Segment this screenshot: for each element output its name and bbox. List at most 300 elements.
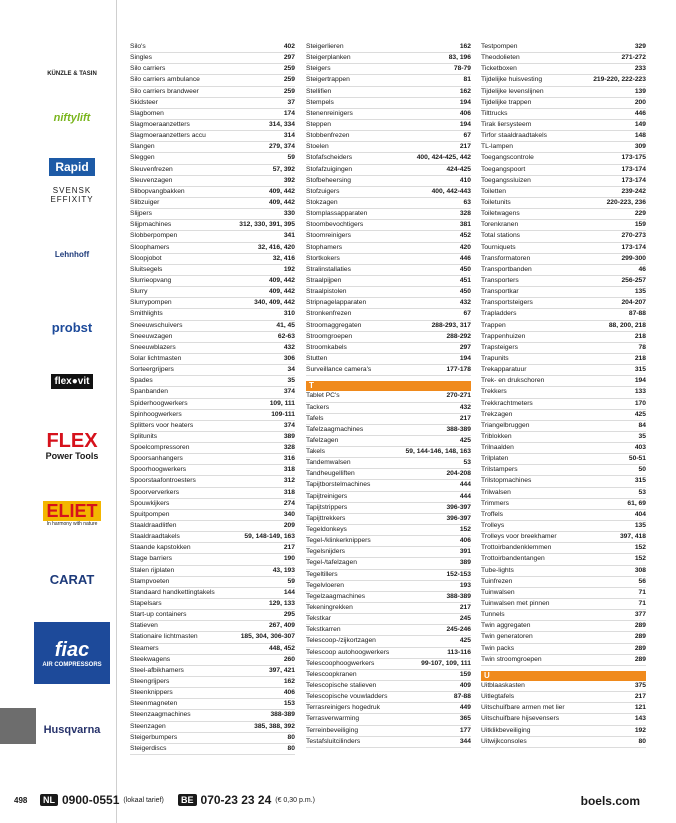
index-row bbox=[306, 525, 471, 536]
index-page-ref: 425 bbox=[459, 637, 471, 645]
index-row bbox=[130, 566, 295, 577]
index-term: Stortkokers bbox=[306, 254, 340, 262]
index-page-ref: 308 bbox=[634, 566, 646, 574]
index-row bbox=[130, 220, 295, 231]
index-row bbox=[306, 165, 471, 176]
index-row bbox=[481, 343, 646, 354]
index-term: Steigerbumpers bbox=[130, 733, 178, 741]
index-term: Slagmoeraanzetters bbox=[130, 120, 190, 128]
index-page-ref: 152 bbox=[634, 555, 646, 563]
index-term: Slagbomen bbox=[130, 109, 164, 117]
index-page-ref: 149 bbox=[634, 120, 646, 128]
index-term: Trekkrachtmeters bbox=[481, 399, 533, 407]
index-term: Spoorsanhangers bbox=[130, 455, 183, 463]
index-term: Statieven bbox=[130, 622, 158, 630]
page-number: 498 bbox=[14, 796, 28, 805]
index-term: Slibopvangbakken bbox=[130, 187, 185, 195]
index-term: Tapijttrekkers bbox=[306, 514, 346, 522]
index-page-ref: 139 bbox=[634, 87, 646, 95]
index-page-ref: 87-88 bbox=[453, 693, 471, 701]
index-term: Transformatoren bbox=[481, 254, 531, 262]
index-term: Uitlegtafels bbox=[481, 693, 515, 701]
index-page-ref: 448, 452 bbox=[268, 644, 295, 652]
index-page-ref: 451 bbox=[459, 276, 471, 284]
index-page-ref: 274 bbox=[283, 499, 295, 507]
index-page-ref: 259 bbox=[283, 65, 295, 73]
index-page-ref: 63 bbox=[463, 198, 471, 206]
index-term: Telescopische stalieven bbox=[306, 682, 377, 690]
index-row bbox=[481, 321, 646, 332]
index-term: Slurrieopvang bbox=[130, 276, 172, 284]
index-row bbox=[306, 480, 471, 491]
index-page-ref: 315 bbox=[634, 477, 646, 485]
index-page-ref: 87-88 bbox=[628, 310, 646, 318]
index-row bbox=[481, 165, 646, 176]
index-row bbox=[481, 220, 646, 231]
index-term: Stempels bbox=[306, 98, 334, 106]
index-page-ref: 53 bbox=[638, 488, 646, 496]
index-row bbox=[130, 532, 295, 543]
index-page-ref: 78-79 bbox=[453, 65, 471, 73]
index-term: Tilttrucks bbox=[481, 109, 508, 117]
index-term: Stapelsars bbox=[130, 600, 162, 608]
index-page-ref: 403 bbox=[634, 444, 646, 452]
index-page-ref: 35 bbox=[638, 432, 646, 440]
index-page-ref: 409, 442 bbox=[268, 288, 295, 296]
index-row bbox=[130, 276, 295, 287]
index-page-ref: 397, 418 bbox=[619, 533, 646, 541]
index-page-ref: 67 bbox=[463, 310, 471, 318]
index-row bbox=[130, 75, 295, 86]
index-page-ref: 374 bbox=[283, 421, 295, 429]
index-row bbox=[481, 42, 646, 53]
index-row bbox=[306, 142, 471, 153]
index-row bbox=[481, 198, 646, 209]
index-row bbox=[306, 681, 471, 692]
index-row bbox=[130, 153, 295, 164]
index-term: Silo carriers ambulance bbox=[130, 76, 200, 84]
index-term: Tegelvloeren bbox=[306, 581, 344, 589]
index-term: Stofbeheersing bbox=[306, 176, 351, 184]
index-page-ref: 444 bbox=[459, 492, 471, 500]
index-page-ref: 289 bbox=[634, 633, 646, 641]
index-page-ref: 50 bbox=[638, 466, 646, 474]
index-row bbox=[481, 153, 646, 164]
index-row bbox=[306, 436, 471, 447]
index-row bbox=[481, 276, 646, 287]
index-page-ref: 80 bbox=[638, 737, 646, 745]
index-term: Slobberpompen bbox=[130, 232, 178, 240]
index-page-ref: 61, 69 bbox=[627, 499, 646, 507]
index-term: Stenenreinigers bbox=[306, 109, 353, 117]
index-page-ref: 425 bbox=[634, 410, 646, 418]
index-page-ref: 289 bbox=[634, 622, 646, 630]
index-column-2 bbox=[306, 42, 471, 748]
index-row bbox=[130, 710, 295, 721]
index-page-ref: 233 bbox=[634, 65, 646, 73]
index-row bbox=[481, 532, 646, 543]
index-term: Singles bbox=[130, 54, 152, 62]
index-page-ref: 340, 409, 442 bbox=[254, 299, 295, 307]
index-row bbox=[481, 599, 646, 610]
index-page-ref: 245-246 bbox=[446, 626, 471, 634]
index-row bbox=[130, 53, 295, 64]
index-page-ref: 121 bbox=[634, 704, 646, 712]
index-page-ref: 35 bbox=[287, 377, 295, 385]
index-row bbox=[481, 655, 646, 666]
index-page-ref: 389 bbox=[283, 432, 295, 440]
index-row bbox=[481, 681, 646, 692]
index-page-ref: 377 bbox=[634, 611, 646, 619]
index-page-ref: 315 bbox=[634, 366, 646, 374]
index-term: Steigerplanken bbox=[306, 54, 351, 62]
index-row bbox=[306, 391, 471, 402]
index-term: Stroomaggregaten bbox=[306, 321, 362, 329]
index-row bbox=[481, 588, 646, 599]
index-row bbox=[306, 265, 471, 276]
index-term: Sneeuwzagen bbox=[130, 332, 173, 340]
index-term: Tapijtborstelmachines bbox=[306, 481, 371, 489]
index-row bbox=[306, 425, 471, 436]
nl-contact bbox=[40, 793, 164, 807]
index-page-ref: 84 bbox=[638, 421, 646, 429]
index-row bbox=[481, 309, 646, 320]
section-header-t: T bbox=[306, 381, 471, 391]
index-row bbox=[481, 332, 646, 343]
index-term: Steigerlieren bbox=[306, 43, 344, 50]
index-row bbox=[481, 287, 646, 298]
index-page-ref: 409, 442 bbox=[268, 187, 295, 195]
index-term: Spoorstaafontroesters bbox=[130, 477, 196, 485]
index-term: Tackers bbox=[306, 403, 330, 411]
index-row bbox=[306, 198, 471, 209]
index-term: Stronkenfrezen bbox=[306, 310, 352, 318]
index-row bbox=[130, 198, 295, 209]
index-term: Terrasverwarming bbox=[306, 715, 360, 723]
index-row bbox=[306, 692, 471, 703]
index-page-ref: 192 bbox=[634, 726, 646, 734]
index-page-ref: 288-292 bbox=[446, 332, 471, 340]
index-row bbox=[481, 737, 646, 748]
index-page-ref: 143 bbox=[634, 715, 646, 723]
index-row bbox=[306, 592, 471, 603]
index-term: Steigertrappen bbox=[306, 76, 350, 84]
index-page-ref: 133 bbox=[634, 388, 646, 396]
index-page-ref: 177 bbox=[459, 726, 471, 734]
index-page-ref: 109, 111 bbox=[269, 399, 295, 407]
index-page-ref: 170 bbox=[634, 399, 646, 407]
flex-logo: FLEX Power Tools bbox=[45, 430, 99, 461]
index-row bbox=[481, 120, 646, 131]
index-row bbox=[481, 142, 646, 153]
index-page-ref: 256-257 bbox=[621, 276, 646, 284]
index-row bbox=[306, 298, 471, 309]
index-row bbox=[481, 376, 646, 387]
index-page-ref: 194 bbox=[459, 98, 471, 106]
index-row bbox=[481, 465, 646, 476]
index-page-ref: 446 bbox=[459, 254, 471, 262]
index-row bbox=[481, 521, 646, 532]
index-term: Stroomgroepen bbox=[306, 332, 353, 340]
index-term: Stutten bbox=[306, 354, 328, 362]
index-page-ref: 217 bbox=[459, 414, 471, 422]
index-page-ref: 402 bbox=[283, 43, 295, 50]
index-row bbox=[481, 577, 646, 588]
index-term: Tirfor staaldraadtakels bbox=[481, 132, 547, 140]
index-row bbox=[130, 109, 295, 120]
index-page-ref: 381 bbox=[459, 221, 471, 229]
index-term: Takels bbox=[306, 448, 325, 456]
index-page-ref: 217 bbox=[634, 693, 646, 701]
index-term: Slijpmachines bbox=[130, 221, 172, 229]
index-page-ref: 209 bbox=[283, 522, 295, 530]
index-term: Tapijtstrippers bbox=[306, 503, 348, 511]
index-page-ref: 396-397 bbox=[446, 503, 471, 511]
index-page-ref: 173-174 bbox=[621, 243, 646, 251]
index-row bbox=[306, 120, 471, 131]
index-term: Steel-afbikhamers bbox=[130, 666, 184, 674]
index-page-ref: 217 bbox=[283, 544, 295, 552]
index-page-ref: 32, 416, 420 bbox=[257, 243, 295, 251]
index-term: Sloopjobot bbox=[130, 254, 162, 262]
index-row bbox=[306, 42, 471, 53]
index-term: Toiletten bbox=[481, 187, 506, 195]
index-term: Telescoop-/zijkortzagen bbox=[306, 637, 376, 645]
index-row bbox=[306, 254, 471, 265]
index-term: Surveillance camera's bbox=[306, 366, 372, 374]
index-row bbox=[481, 443, 646, 454]
index-term: Stoombevochtigers bbox=[306, 221, 364, 229]
sidebar-tab-marker bbox=[0, 708, 36, 744]
index-page-ref: 80 bbox=[287, 744, 295, 752]
index-row bbox=[130, 254, 295, 265]
index-term: Tuinfrezen bbox=[481, 577, 513, 585]
index-row bbox=[306, 75, 471, 86]
index-term: Staaldraadlitfen bbox=[130, 522, 177, 530]
index-row bbox=[130, 677, 295, 688]
index-page-ref: 406 bbox=[459, 109, 471, 117]
index-term: Trekapparatuur bbox=[481, 366, 527, 374]
index-term: Trottoirbandentangen bbox=[481, 555, 545, 563]
index-row bbox=[306, 231, 471, 242]
index-term: Steppen bbox=[306, 120, 331, 128]
index-page-ref: 80 bbox=[287, 733, 295, 741]
index-page-ref: 162 bbox=[459, 87, 471, 95]
index-page-ref: 432 bbox=[459, 299, 471, 307]
index-term: Standaard handkettingtakels bbox=[130, 588, 215, 596]
index-page-ref: 446 bbox=[634, 109, 646, 117]
index-page-ref: 450 bbox=[459, 288, 471, 296]
index-page-ref: 295 bbox=[283, 611, 295, 619]
index-term: Stage barriers bbox=[130, 555, 173, 563]
index-term: Tirak liersysteem bbox=[481, 120, 532, 128]
index-term: Stoelen bbox=[306, 143, 329, 151]
index-page-ref: 193 bbox=[459, 581, 471, 589]
index-page-ref: 129, 133 bbox=[268, 600, 295, 608]
index-row bbox=[481, 131, 646, 142]
index-row bbox=[481, 499, 646, 510]
index-page-ref: 192 bbox=[283, 265, 295, 273]
index-row bbox=[130, 231, 295, 242]
index-page-ref: 56 bbox=[638, 577, 646, 585]
index-row bbox=[306, 558, 471, 569]
index-term: Steigerdiscs bbox=[130, 744, 167, 752]
index-page-ref: 88, 200, 218 bbox=[608, 321, 646, 329]
index-term: Slijpers bbox=[130, 210, 152, 218]
niftylift-logo: niftylift bbox=[53, 112, 91, 124]
index-page-ref: 406 bbox=[459, 537, 471, 545]
index-term: Total stations bbox=[481, 232, 521, 240]
index-term: Sneeuwblazers bbox=[130, 343, 176, 351]
index-row bbox=[306, 703, 471, 714]
index-page-ref: 397, 421 bbox=[268, 666, 295, 674]
index-term: Steigers bbox=[306, 65, 331, 73]
index-term: Steenzaagmachines bbox=[130, 711, 191, 719]
index-term: Toegangssluizen bbox=[481, 176, 531, 184]
index-page-ref: 162 bbox=[283, 678, 295, 686]
index-row bbox=[130, 666, 295, 677]
index-page-ref: 450 bbox=[459, 265, 471, 273]
index-term: Telescopische vouwladders bbox=[306, 693, 388, 701]
index-row bbox=[481, 476, 646, 487]
index-term: Twin packs bbox=[481, 644, 515, 652]
index-row bbox=[130, 510, 295, 521]
index-row bbox=[130, 142, 295, 153]
index-page-ref: 190 bbox=[283, 555, 295, 563]
index-page-ref: 340 bbox=[283, 510, 295, 518]
index-page-ref: 409 bbox=[459, 682, 471, 690]
index-term: Uitklikbeveiliging bbox=[481, 726, 531, 734]
index-term: Trekzagen bbox=[481, 410, 513, 418]
index-term: Stofafscheiders bbox=[306, 154, 353, 162]
index-row bbox=[130, 376, 295, 387]
index-row bbox=[306, 581, 471, 592]
index-row bbox=[130, 688, 295, 699]
index-page-ref: 194 bbox=[634, 377, 646, 385]
index-row bbox=[130, 131, 295, 142]
index-row bbox=[481, 432, 646, 443]
index-term: Stationaire lichtmasten bbox=[130, 633, 198, 641]
index-term: Skidsteer bbox=[130, 98, 158, 106]
index-page-ref: 34 bbox=[287, 366, 295, 374]
index-row bbox=[306, 332, 471, 343]
index-row bbox=[481, 254, 646, 265]
index-term: Transportbanden bbox=[481, 265, 532, 273]
index-term: Smithlights bbox=[130, 310, 163, 318]
index-row bbox=[306, 98, 471, 109]
index-row bbox=[481, 726, 646, 737]
eliet-logo: ELIET In harmony with nature bbox=[34, 498, 110, 530]
nl-phone: 0900-0551 bbox=[62, 793, 120, 807]
index-page-ref: 173-174 bbox=[621, 165, 646, 173]
index-page-ref: 113-116 bbox=[447, 648, 471, 656]
index-row bbox=[481, 53, 646, 64]
index-term: Spoorververkers bbox=[130, 488, 180, 496]
index-term: Trilstopmachines bbox=[481, 477, 532, 485]
index-page-ref: 46 bbox=[638, 265, 646, 273]
index-term: Steenknippers bbox=[130, 689, 173, 697]
index-page-ref: 365 bbox=[459, 715, 471, 723]
index-row bbox=[130, 454, 295, 465]
index-term: Sneeuwschuivers bbox=[130, 321, 183, 329]
index-page-ref: 314 bbox=[283, 132, 295, 140]
index-row bbox=[306, 648, 471, 659]
index-row bbox=[306, 614, 471, 625]
index-term: Tegelzaagmachines bbox=[306, 592, 366, 600]
be-badge: BE bbox=[178, 794, 197, 806]
index-page-ref: 83, 196 bbox=[448, 54, 471, 62]
site-url[interactable]: boels.com bbox=[580, 794, 640, 808]
index-term: Spuitpompen bbox=[130, 510, 170, 518]
index-row bbox=[481, 488, 646, 499]
index-page-ref: 391 bbox=[459, 548, 471, 556]
index-term: Toegangscontrole bbox=[481, 154, 534, 162]
index-term: Tegel-/tafelzagen bbox=[306, 559, 357, 567]
index-page-ref: 59 bbox=[287, 154, 295, 162]
index-page-ref: 159 bbox=[634, 221, 646, 229]
index-row bbox=[130, 621, 295, 632]
index-term: Twin aggregaten bbox=[481, 622, 531, 630]
index-term: Toegangspoort bbox=[481, 165, 526, 173]
index-row bbox=[481, 421, 646, 432]
index-term: Slurry bbox=[130, 288, 148, 296]
index-term: Trappenhuizen bbox=[481, 332, 526, 340]
index-term: Torenkranen bbox=[481, 221, 519, 229]
index-page-ref: 37 bbox=[287, 98, 295, 106]
index-row bbox=[306, 469, 471, 480]
index-row bbox=[130, 521, 295, 532]
index-page-ref: 425 bbox=[459, 436, 471, 444]
index-row bbox=[481, 610, 646, 621]
index-term: TL-lampen bbox=[481, 143, 513, 151]
index-row bbox=[306, 64, 471, 75]
index-term: Terrasreinigers hogedruk bbox=[306, 704, 380, 712]
index-term: Stokzagen bbox=[306, 198, 338, 206]
index-term: Sluitsegels bbox=[130, 265, 163, 273]
index-page-ref: 297 bbox=[283, 54, 295, 62]
index-term: Telescoopkranen bbox=[306, 670, 357, 678]
index-row bbox=[306, 737, 471, 748]
index-page-ref: 177-178 bbox=[446, 366, 471, 374]
index-page-ref: 67 bbox=[463, 132, 471, 140]
index-page-ref: 217 bbox=[459, 143, 471, 151]
index-row bbox=[306, 714, 471, 725]
index-row bbox=[306, 659, 471, 670]
index-row bbox=[306, 403, 471, 414]
index-row bbox=[130, 387, 295, 398]
index-term: Testafsluitcilinders bbox=[306, 737, 361, 745]
index-page-ref: 185, 304, 306-307 bbox=[240, 633, 295, 641]
index-page-ref: 152 bbox=[634, 544, 646, 552]
index-row bbox=[130, 588, 295, 599]
index-row bbox=[306, 309, 471, 320]
index-term: Trimmers bbox=[481, 499, 509, 507]
index-page-ref: 152-153 bbox=[446, 570, 471, 578]
index-term: Sleuvenzagen bbox=[130, 176, 173, 184]
index-row bbox=[130, 610, 295, 621]
index-page-ref: 420 bbox=[459, 243, 471, 251]
index-term: Ticketboxen bbox=[481, 65, 517, 73]
index-row bbox=[481, 621, 646, 632]
index-page-ref: 267, 409 bbox=[268, 622, 295, 630]
index-row bbox=[306, 514, 471, 525]
index-row bbox=[306, 109, 471, 120]
index-row bbox=[481, 64, 646, 75]
index-page-ref: 162 bbox=[459, 43, 471, 50]
index-term: Tuinwalsen met pinnen bbox=[481, 600, 550, 608]
index-term: Stampvoeten bbox=[130, 577, 170, 585]
index-row bbox=[130, 98, 295, 109]
